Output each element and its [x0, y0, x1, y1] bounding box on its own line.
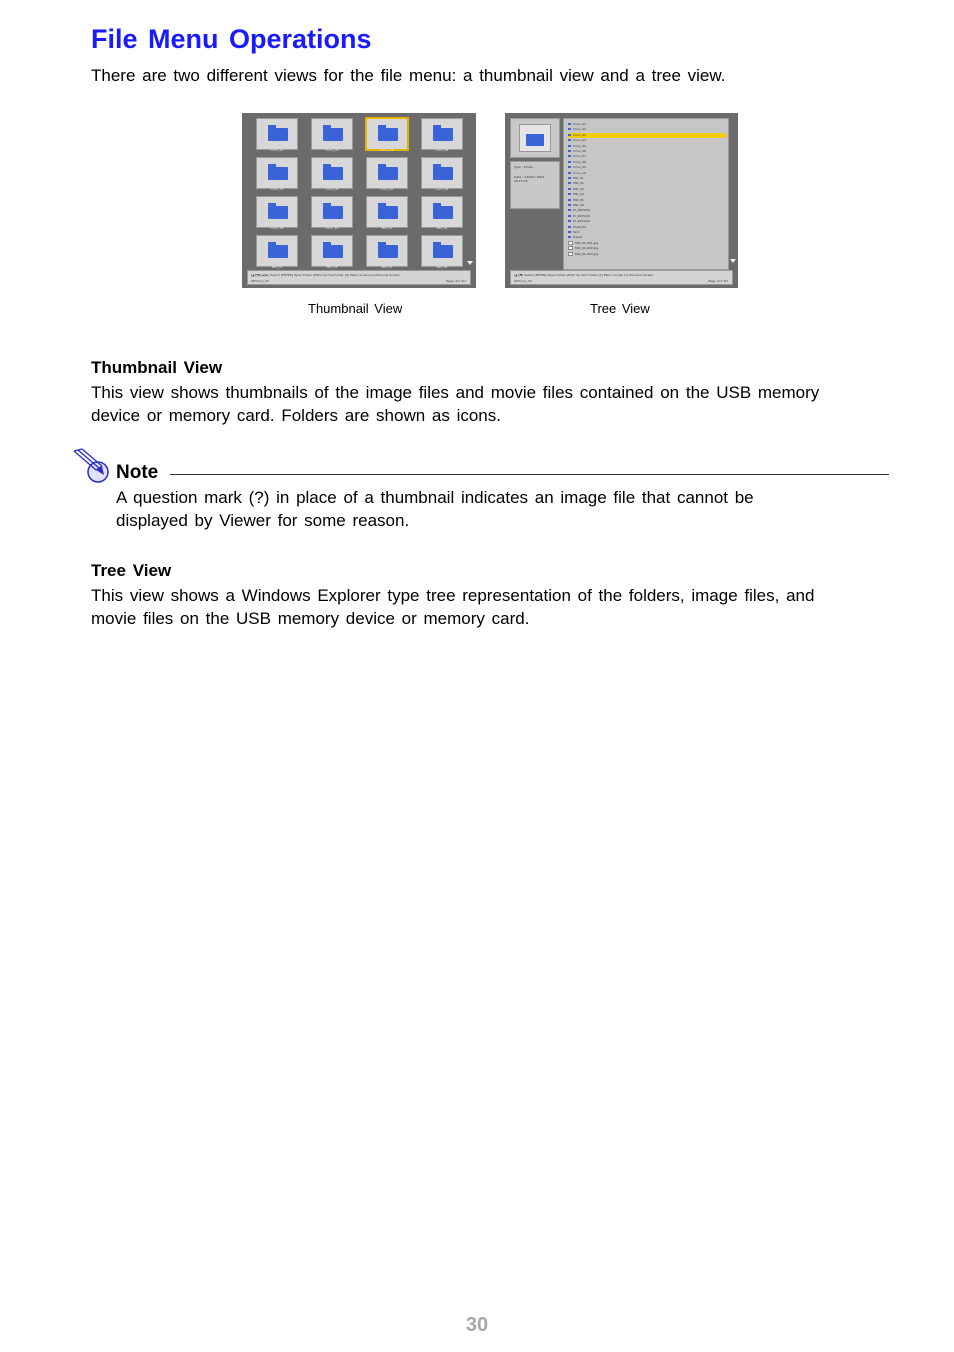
tree-item-label: Conv_05 [573, 143, 586, 148]
tree-item-label: Conv_08 [573, 159, 586, 164]
thumbnail-item[interactable] [256, 118, 300, 154]
thumbnail-item[interactable] [256, 235, 300, 271]
tree-item[interactable] [568, 127, 726, 132]
folder-icon [323, 206, 343, 219]
page-number: 30 [465, 1314, 489, 1336]
thumbnail-item[interactable] [366, 196, 410, 232]
image-file-icon [568, 252, 573, 256]
tree-item-label: Products [573, 224, 586, 229]
thumbnail-view-screenshot [242, 113, 476, 288]
tree-item[interactable] [568, 149, 726, 154]
tree-view-heading: Tree View [91, 561, 172, 580]
folder-icon [568, 220, 571, 222]
folder-icon [568, 128, 571, 130]
thumbnail-label: Mkt_03 [271, 265, 283, 269]
tree-item-label: Pr_2005/09 [573, 213, 590, 218]
status-page: Page: 0/1 /01 [446, 279, 466, 283]
thumbnail-view-caption: Thumbnail View [308, 301, 403, 316]
date-value: 13/06/1 2009 16:15:33 [514, 175, 545, 183]
folder-icon [568, 204, 571, 206]
folder-icon [378, 128, 398, 141]
folder-icon [568, 215, 571, 217]
status-instructions: [▲][▼][◄][►] Select [ENTER] Open Folder [ESC] Up One Folder [C] Menu Screen [L] Previous Screen [251, 273, 400, 277]
tree-item-label: Conv_07 [573, 154, 586, 159]
tree-item-label: Conv_03 [573, 132, 586, 137]
tree-item[interactable] [568, 154, 726, 159]
folder-icon [568, 226, 571, 228]
folder-icon [568, 139, 571, 141]
tree-item[interactable] [568, 235, 726, 240]
tree-item-label: Mkt_05 [573, 197, 584, 202]
tree-item[interactable] [568, 198, 726, 203]
folder-icon [568, 177, 571, 179]
tree-item[interactable] [568, 246, 726, 251]
page-title: File Menu Operations [91, 24, 372, 54]
thumbnail-label: Mkt_04 [326, 265, 338, 269]
folder-icon [568, 161, 571, 163]
thumbnail-view-text: This view shows thumbnails of the image files and movie files contained on the USB memory device or memory card. Folders are shown as icons. [91, 383, 820, 425]
thumbnail-item[interactable] [256, 196, 300, 232]
tree-item[interactable] [568, 208, 726, 213]
folder-icon [568, 134, 571, 136]
thumbnail-label: Conv_01 [270, 148, 284, 152]
tree-item-label: Conv_02 [573, 127, 586, 132]
folder-icon [568, 209, 571, 211]
tree-item-label: Mkt_06 [573, 203, 584, 207]
note-divider [170, 474, 889, 475]
note-label: Note [116, 462, 159, 483]
type-value: Folder [523, 165, 534, 169]
tree-item[interactable] [568, 225, 726, 230]
info-panel: Type : Folder Date : 13/06/1 2009 16:15:33 [510, 161, 560, 209]
tree-item-label: Pr_2005/09 [573, 208, 590, 213]
status-instructions: [▲][▼] Select [ENTER] Open Folder [ESC] Up One Folder [C] Menu Screen [L] Previous Screen [514, 273, 654, 277]
image-file-icon [568, 246, 573, 250]
tree-item-label: Pr_2005/09 [573, 219, 590, 224]
tree-item-label: Tech [573, 230, 580, 234]
tree-item[interactable] [568, 203, 726, 208]
date-label: Date [514, 175, 522, 179]
folder-icon [568, 193, 571, 195]
thumbnail-item[interactable] [421, 235, 465, 271]
note-text: A question mark (?) in place of a thumbnail indicates an image file that cannot be displayed by Viewer for some reason. [116, 488, 754, 530]
thumbnail-label: Conv_03 [380, 148, 394, 152]
tree-item-label: Mkt_01 [573, 176, 584, 180]
thumbnail-label: Mkt_02 [436, 226, 448, 230]
note-pencil-icon [72, 448, 112, 486]
folder-icon [433, 206, 453, 219]
type-label: Type [514, 165, 521, 169]
tree-list [563, 118, 729, 270]
tree-item-label: Conv_01 [573, 122, 586, 126]
thumbnail-label: Mkt_05 [381, 265, 393, 269]
tree-item[interactable] [568, 230, 726, 235]
thumbnail-item[interactable] [311, 196, 355, 232]
tree-view-caption: Tree View [590, 301, 650, 316]
tree-item-label: Mkt_01-003.jpg [575, 251, 599, 256]
tree-item-label: Mkt_01-002.jpg [575, 246, 599, 251]
folder-icon [433, 245, 453, 258]
tree-item[interactable] [568, 176, 726, 181]
thumbnail-item[interactable] [311, 235, 355, 271]
thumbnail-label: Conv_04 [435, 148, 449, 152]
folder-icon [568, 145, 571, 147]
tree-item[interactable] [568, 165, 726, 170]
thumbnail-item[interactable] [421, 157, 465, 193]
tree-item[interactable] [568, 187, 726, 192]
thumbnail-item[interactable] [311, 118, 355, 154]
tree-item-label: Conv_04 [573, 138, 586, 143]
folder-icon [378, 167, 398, 180]
folder-icon [568, 231, 571, 233]
thumbnail-label: Conv_02 [325, 148, 339, 152]
tree-item[interactable] [568, 171, 726, 176]
status-path: \DFConv_03 [514, 279, 532, 283]
thumbnail-label: Conv_07 [380, 187, 394, 191]
folder-icon [323, 245, 343, 258]
tree-item[interactable] [568, 160, 726, 165]
folder-icon [568, 172, 571, 174]
tree-item-label: Travel [573, 235, 582, 240]
folder-icon [433, 128, 453, 141]
tree-item[interactable] [568, 144, 726, 149]
image-file-icon [568, 241, 573, 245]
tree-status-bar [510, 270, 733, 285]
folder-icon [568, 150, 571, 152]
thumbnail-label: Conv_10 [325, 226, 339, 230]
intro-text: There are two different views for the file menu: a thumbnail view and a tree view. [91, 66, 726, 85]
thumbnail-item[interactable] [421, 196, 465, 232]
folder-icon [268, 167, 288, 180]
folder-icon [568, 123, 571, 125]
tree-item[interactable] [568, 138, 726, 143]
tree-item-label: Conv_10 [573, 170, 586, 175]
folder-icon [568, 166, 571, 168]
thumbnail-item[interactable] [366, 157, 410, 193]
tree-view-screenshot [505, 113, 738, 288]
thumbnail-label: Mkt_06 [436, 265, 448, 269]
tree-item[interactable] [568, 214, 726, 219]
thumbnail-status-bar [247, 270, 471, 285]
thumbnail-item[interactable] [421, 118, 465, 154]
tree-item[interactable] [568, 252, 726, 257]
thumbnail-item[interactable] [256, 157, 300, 193]
status-page: Page: 0/1 /01 [708, 279, 728, 283]
tree-item-label: Mkt_04 [573, 192, 584, 197]
tree-item[interactable] [568, 122, 726, 127]
tree-item-label: Conv_06 [573, 149, 586, 153]
thumbnail-label: Mkt_01 [381, 226, 393, 230]
folder-icon [378, 245, 398, 258]
tree-item[interactable] [568, 133, 726, 138]
thumbnail-label: Conv_05 [270, 187, 284, 191]
folder-icon [568, 182, 571, 184]
folder-icon [323, 128, 343, 141]
folder-icon [268, 128, 288, 141]
folder-icon [568, 199, 571, 201]
scroll-down-arrow-icon [467, 261, 473, 265]
scroll-down-arrow-icon [730, 259, 736, 263]
folder-icon [568, 155, 571, 157]
tree-item[interactable] [568, 192, 726, 197]
thumbnail-view-heading: Thumbnail View [91, 358, 223, 377]
status-path: \DFConv_03 [251, 279, 269, 283]
thumbnail-label: Conv_06 [325, 187, 339, 191]
folder-icon [433, 167, 453, 180]
thumbnail-item[interactable] [366, 235, 410, 271]
thumbnail-item[interactable] [311, 157, 355, 193]
folder-icon [568, 236, 571, 238]
folder-icon [268, 245, 288, 258]
folder-icon [568, 188, 571, 190]
tree-item-label: Mkt_01-001.jpg [575, 240, 599, 245]
preview-panel [510, 118, 560, 158]
folder-icon [526, 134, 544, 146]
tree-item-label: Mkt_03 [573, 186, 584, 191]
thumbnail-item[interactable] [366, 118, 410, 154]
thumbnail-label: Conv_09 [270, 226, 284, 230]
tree-item[interactable] [568, 241, 726, 246]
folder-icon [378, 206, 398, 219]
tree-item[interactable] [568, 219, 726, 224]
tree-view-text: This view shows a Windows Explorer type tree representation of the folders, image files, and movie files on the USB memory device or memory card. [91, 586, 815, 628]
thumbnail-label: Conv_08 [435, 187, 449, 191]
folder-icon [268, 206, 288, 219]
tree-item-label: Conv_09 [573, 165, 586, 170]
folder-icon [323, 167, 343, 180]
tree-item-label: Mkt_02 [573, 181, 584, 186]
tree-item[interactable] [568, 181, 726, 186]
